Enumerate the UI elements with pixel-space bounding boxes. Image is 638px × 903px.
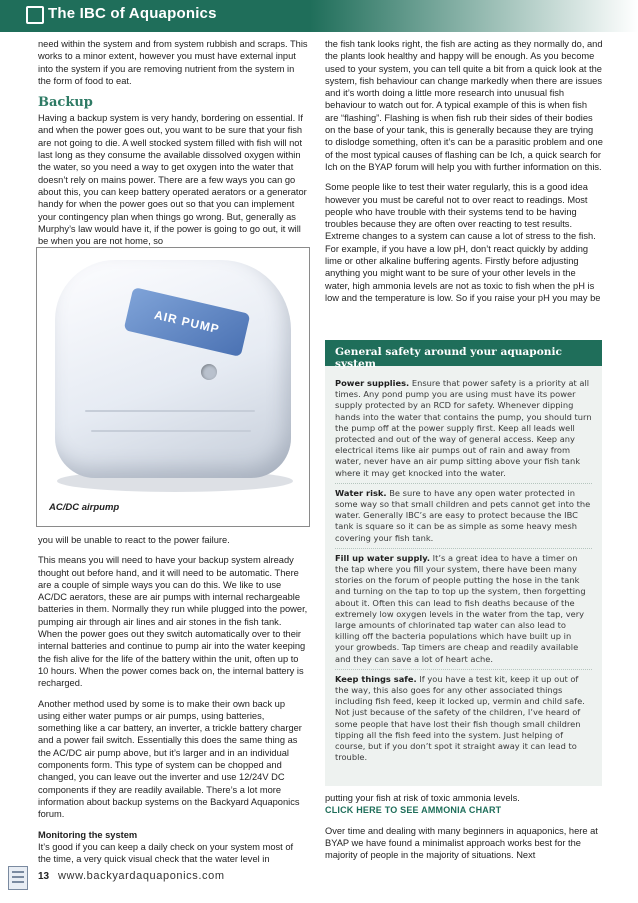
pump-groove xyxy=(85,410,255,412)
ammonia-risk-paragraph: putting your fish at risk of toxic ammonia levels. xyxy=(325,793,520,803)
monitoring-heading: Monitoring the system xyxy=(38,829,138,840)
footer-url-link[interactable]: www.backyardaquaponics.com xyxy=(58,870,225,882)
document-icon xyxy=(8,866,28,890)
left-column xyxy=(38,38,308,255)
intro-paragraph: need within the system and from system rubbish and scraps. This works to a minor extent, however you must have external input into the system if you are removing nutrient from the system in the form of food to eat. xyxy=(38,39,308,86)
safety-item-text: Be sure to have any open water protected in some way so that small children and pets cannot get into the water. Generally IBC’s are easy to protect because the IBC tank is square so it can be as simple as some heavy mesh covering your fish tank. xyxy=(335,487,591,543)
backup-paragraph: Having a backup system is very handy, bordering on essential. If and when the power goes out, you want to be sure that your fish are not going to die. A well stocked system filled with fish will not last long as they consume the available dissolved oxygen within the water, so you need a way to get oxygen into the water that doesn’t rely on mains power. There are a few ways you can go about this, you can keep battery operated aerators or a generator handy for when the power goes out so that you can implement your contingency plan when things go wrong. But, generally as Murphy’s law would have it, if the power is going to go out, it will be when you are not home, so xyxy=(38,113,307,247)
water-testing-paragraph: Some people like to test their water regularly, this is a good idea however you must be careful not to over react to readings. Most people who have trouble with their systems tend to be having troubles because they are often over reacting to test results. Extreme changes to a system can cause a lot of stress to the fish. For example, if you have a low pH, don’t react quickly by adding lime or other alkaline buffering agents. Firstly before adjusting anything you might want to be sure of your other levels in the water, high ammonia levels are not as toxic to fish when the pH is low and the temperature is low. So if you raise your pH you may be xyxy=(325,182,601,303)
safety-item-title: Fill up water supply. xyxy=(335,552,431,563)
page-number: 13 xyxy=(38,871,50,882)
pump-groove xyxy=(91,430,251,432)
header-fade xyxy=(310,0,638,32)
square-logo-icon xyxy=(26,6,44,24)
safety-item-keep-safe xyxy=(335,670,592,768)
pump-label: AIR PUMP xyxy=(124,287,251,357)
safety-item-text: If you have a test kit, keep it up out of the way, this also goes for any other associated things including fish feed, keep it locked up, vermin and child safe. Not just because of the safety of the children, I’ve heard of some people that have lost their fish though small children tipping all the fish feed into the system. Just helping of course, but if you don’t spot it straight away it can lead to trouble. xyxy=(335,673,585,763)
safety-item-title: Water risk. xyxy=(335,487,387,498)
right-column-lower xyxy=(325,792,603,869)
safety-item-text: It’s a great idea to have a timer on the tap where you fill your system, there have been many stories on the forum of people putting the hose in the tank and turning on the tap to top up the system, then forgetting about it. Often this can lead to fish deaths because of the extremely low oxygen levels in the water from the tap, very large amounts of chlorinated tap water can also lead to killing off the bacteria populations which have built up in your growbeds. Tap timers are cheap and readily available and they can save a lot of heart ache. xyxy=(335,552,586,664)
airpump-photo xyxy=(36,247,310,527)
monitoring-paragraph: It’s good if you can keep a daily check on your system most of the time, a very quick visual check that the water level in xyxy=(38,841,294,865)
safety-item-water xyxy=(335,484,592,549)
minimalist-approach-paragraph: Over time and dealing with many beginners in aquaponics, here at BYAP we have found a minimalist approach works best for the majority of people in the majority of situations. Next xyxy=(325,825,598,861)
fish-behaviour-paragraph: the fish tank looks right, the fish are acting as they normally do, and the plants look healthy and happy will be enough. As you become used to your system, you can tell quite a bit from a quick look at the system, fish behaviour can change markedly when there are issues and it’s worth doing a little more research into unusual fish behaviour to watch out for. A typical example of this is when fish are “flashing”. Flashing is when fish rub their sides of their bodies on the base of your tank, this is generally because they are trying to dislodge something, often it’s can be a parasitic problem and one of the most typical causes of flashing can be Ich, a quick search for Ich on the BYAP forum will help you with further information on this. xyxy=(325,39,603,172)
pump-dial-icon xyxy=(201,364,217,380)
continuation-paragraph: you will be unable to react to the power failure. xyxy=(38,535,230,545)
safety-item-title: Power supplies. xyxy=(335,378,410,388)
backup-heading: Backup xyxy=(38,95,93,111)
safety-item-title: Keep things safe. xyxy=(335,673,417,684)
automatic-backup-paragraph: This means you will need to have your backup system already thought out before hand, and it will need to be automatic. There are a couple of simple ways you can do this. We like to use AC/DC aerators, these are air pumps with internal rechargeable batteries in them. Normally they run while plugged into the power, pumping air through air lines and air stones in the fish tank. When the power goes out they switch automatically over to their internal batteries and continue to pump air into the water keeping the fish alive for the life of the battery within the unit, often up to 10 hours. When the power comes back on, the internal battery is recharged. xyxy=(38,555,308,689)
safety-sidebar xyxy=(325,340,602,786)
safety-heading: General safety around your aquaponic system xyxy=(325,340,602,366)
ammonia-chart-link[interactable]: CLICK HERE TO SEE AMMONIA CHART xyxy=(325,805,502,816)
safety-item-text: Ensure that power safety is a priority at all times. Any pond pump you are using must have its power supply protected by an RCD for safety. Whenever dipping hands into the water that contains the pump, you should turn the pump off at the power supply first. Keep all leads well protected and out of the way of general access. Keep any electrical items like air pumps out of rain and away from water, never have an air pump sitting above your fish tank where it may get knocked into the water. xyxy=(335,378,592,478)
left-column-lower xyxy=(38,534,308,873)
safety-item-power xyxy=(335,374,592,484)
air-pump-image xyxy=(55,260,291,478)
safety-list xyxy=(325,366,602,768)
photo-caption: AC/DC airpump xyxy=(49,502,120,513)
page-header-title: The IBC of Aquaponics xyxy=(48,5,217,22)
safety-item-fill-up xyxy=(335,549,592,670)
right-column xyxy=(325,38,603,312)
alternative-method-paragraph: Another method used by some is to make their own back up using either water pumps or air pumps, using batteries, something like a car battery, an inverter, a trickle battery charger and a power fail switch. Essentially this does the same thing as the AC/DC air pump above, but it’s larger and in an individual components form. This type of system can be chopped and changed, you can leave out the inverter and use 12/24V DC components if they are readily available. There’s a lot more information about backup systems on the Backyard Aquaponics forum. xyxy=(38,698,302,820)
